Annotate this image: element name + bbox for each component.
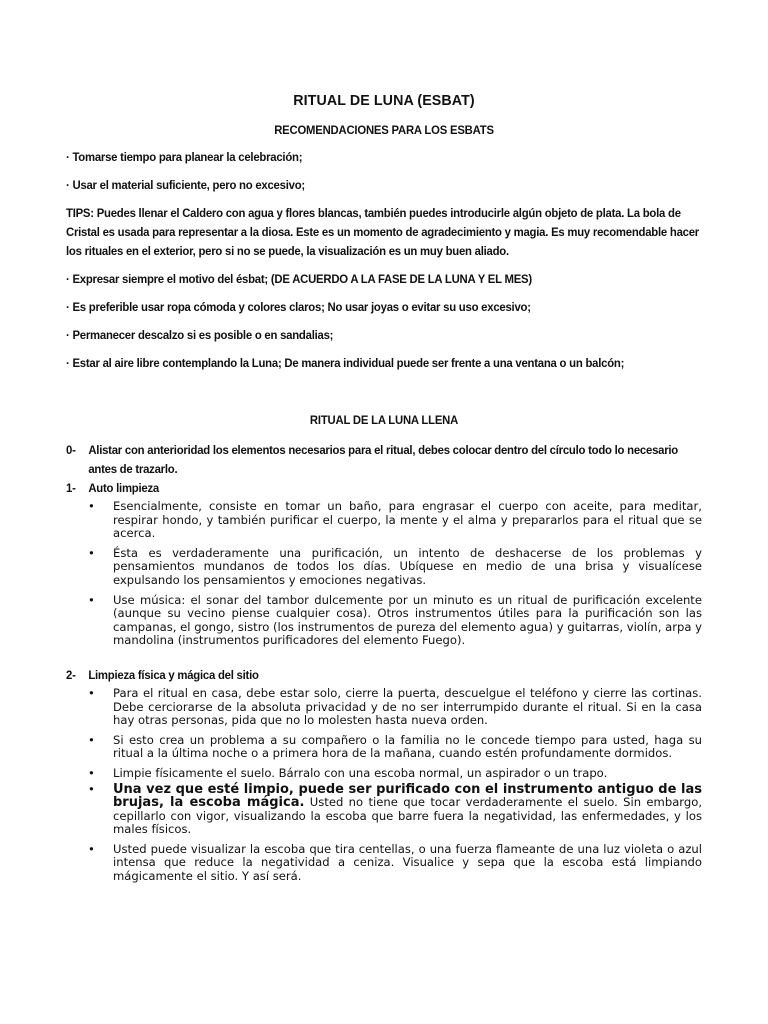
document-page [66,92,702,890]
bullet-text: Esencialmente, consiste en tomar un baño, para engrasar el cuerpo con aceite, para meditar, respirar hondo, y también purificar el cuerpo, la mente y el alma y prepararlos para el ritual que se acerca. [113,499,702,541]
bullet-text: Usted no tiene que tocar verdaderamente el suelo. Sin embargo, cepillarlo con vigor, visualizando la escoba que barre fuera la negatividad, las enfermedades, y los males físicos. [113,795,703,837]
bullet-list [66,687,702,884]
step-number: 0- [66,443,76,457]
step-item [66,666,702,685]
step-item [66,441,702,479]
list-item [88,500,702,541]
bullet-text: Limpie físicamente el suelo. Bárralo con una escoba normal, un aspirador o un trapo. [113,765,608,780]
bullet-text: Ésta es verdaderamente una purificación, un intento de deshacerse de los problemas y pensamientos mundanos de todos los días. Ubíquese en medio de una brisa y visualícese expulsando los pensamientos y emociones negativas. [113,545,702,587]
step-item [66,479,702,498]
bullet-icon: • [88,545,95,560]
document-subtitle: RECOMENDACIONES PARA LOS ESBATS [274,123,494,137]
recommendations-block [66,148,702,373]
step-number: 1- [66,481,76,495]
bullet-icon: • [88,841,95,856]
step-number: 2- [66,667,76,682]
list-item [88,734,702,761]
list-item [88,843,702,884]
bullet-icon: • [88,499,95,513]
bullet-text: Si esto crea un problema a su compañero o la familia no le concede tiempo para usted, haga su ritual a la última noche o a primera hora de la mañana, cuando estén profundamente dormidos. [113,732,702,761]
bullet-icon: • [88,781,95,796]
bullet-icon: • [88,592,95,607]
list-item [88,783,702,837]
step-text: Auto limpieza [88,481,159,495]
bullet-icon: • [88,732,95,747]
recommendation-item: · Estar al aire libre contemplando la Luna; De manera individual puede ser frente a una ventana o un balcón; [66,356,625,370]
bullet-bold-lead: Una vez que esté limpio, puede ser purificado con el instrumento antiguo de las brujas, la escoba mágica. [113,781,702,811]
step-text: Limpieza física y mágica del sitio [88,667,259,682]
recommendation-item: · Tomarse tiempo para planear la celebración; [66,150,303,164]
recommendation-item: · Usar el material suficiente, pero no excesivo; [66,178,305,192]
list-item [88,547,702,588]
bullet-text: Usted puede visualizar la escoba que tira centellas, o una fuerza flameante de una luz violeta o azul intensa que reduce la negatividad a ceniza. Visualice y sepa que la escoba está limpiando mágicamente el sitio. Y así será. [113,841,702,884]
list-item [88,687,702,728]
tips-paragraph: TIPS: Puedes llenar el Caldero con agua y flores blancas, también puedes introducirle algún objeto de plata. La bola de Cristal es usada para representar a la diosa. Este es un momento de agradecimiento y magia. Es muy recomendable hacer los rituales en el exterior, pero si no se puede, la visualización es un muy buen aliado. [66,206,699,258]
bullet-icon: • [88,765,95,780]
step-text: Alistar con anterioridad los elementos necesarios para el ritual, debes colocar dentro del círculo todo lo necesario antes de trazarlo. [88,443,679,476]
list-item [88,594,702,648]
bullet-text: Para el ritual en casa, debe estar solo, cierre la puerta, descuelgue el teléfono y cierre las cortinas. Debe cerciorarse de la absoluta privacidad y de no ser interrumpido durante el ritual. Si en la casa hay otras personas, pida que no lo molesten hasta nueva orden. [113,685,702,728]
bullet-icon: • [88,685,95,700]
recommendation-item: · Expresar siempre el motivo del ésbat; (DE ACUERDO A LA FASE DE LA LUNA Y EL MES) [66,272,532,286]
bullet-list [66,500,702,648]
section-title: RITUAL DE LA LUNA LLENA [309,413,459,427]
recommendation-item: · Es preferible usar ropa cómoda y colores claros; No usar joyas o evitar su uso excesivo; [66,300,531,314]
document-title: RITUAL DE LUNA (ESBAT) [293,92,475,109]
recommendation-item: · Permanecer descalzo si es posible o en sandalias; [66,328,334,342]
list-item [88,767,702,781]
bullet-text: Use música: el sonar del tambor dulcemente por un minuto es un ritual de purificación excelente (aunque su vecino piense cualquier cosa). Otros instrumentos útiles para la purificación son las campanas, el gongo, sistro (los instrumentos de pureza del elemento agua) y guitarras, violín, arpa y mandolina (instrumentos purificadores del elemento Fuego). [113,592,702,648]
